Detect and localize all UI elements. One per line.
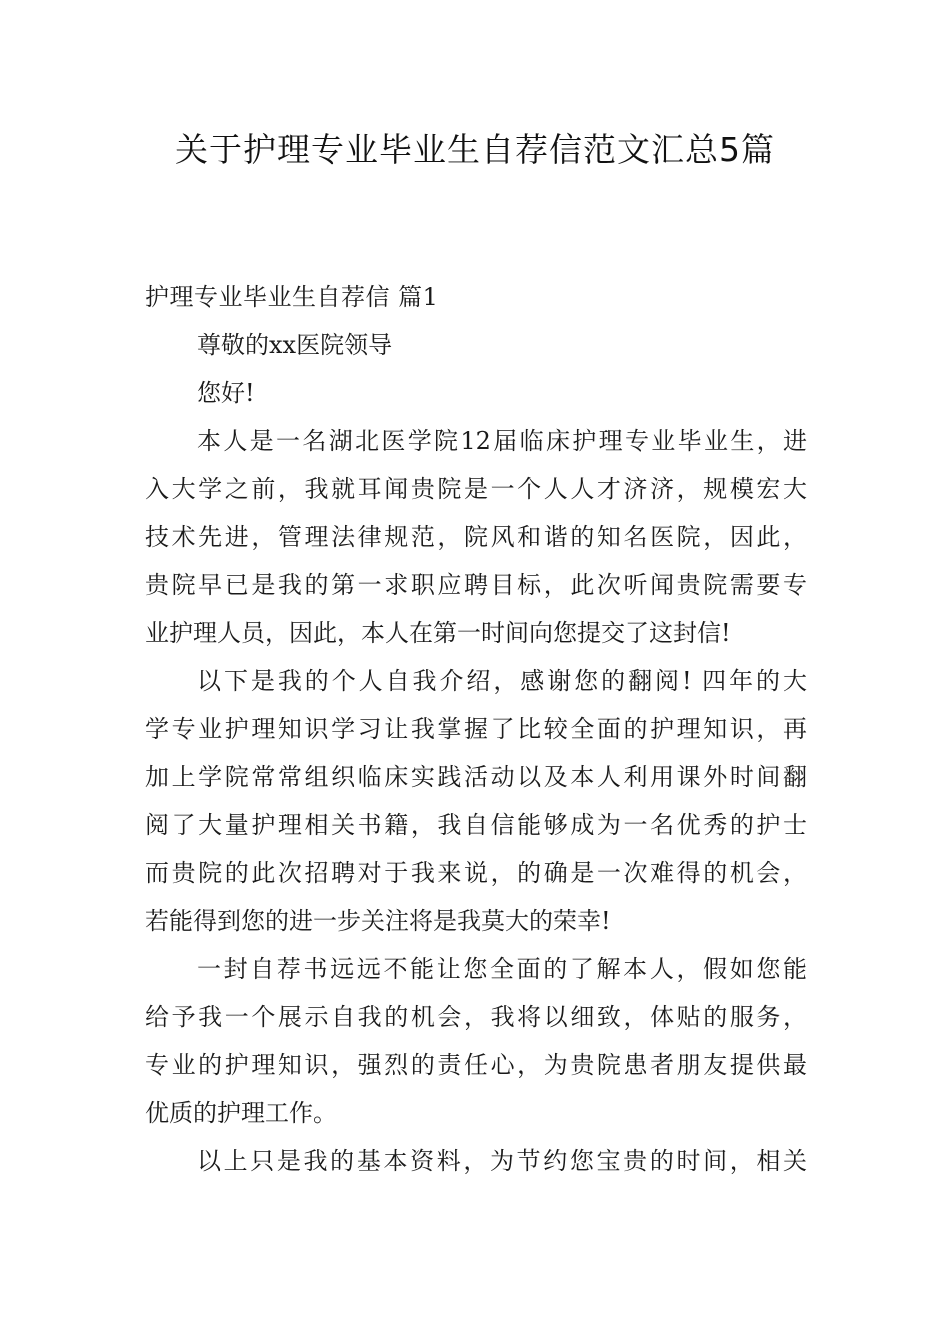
paragraph-line: 专业的护理知识，强烈的责任心，为贵院患者朋友提供最 <box>145 1051 807 1079</box>
paragraph-line: 技术先进，管理法律规范，院风和谐的知名医院，因此， <box>145 523 807 551</box>
paragraph-line: 而贵院的此次招聘对于我来说，的确是一次难得的机会， <box>145 859 807 887</box>
paragraph-line: 贵院早已是我的第一求职应聘目标，此次听闻贵院需要专 <box>145 571 807 599</box>
paragraph-line: 本人是一名湖北医学院12届临床护理专业毕业生，进 <box>197 427 807 455</box>
paragraph-4 <box>145 1146 807 1176</box>
paragraph-line: 若能得到您的进一步关注将是我莫大的荣幸! <box>145 907 611 935</box>
paragraph-2 <box>145 666 807 936</box>
paragraph-line: 加上学院常常组织临床实践活动以及本人利用课外时间翻 <box>145 763 807 791</box>
paragraph-line: 阅了大量护理相关书籍，我自信能够成为一名优秀的护士 <box>145 811 807 839</box>
document-body <box>145 282 807 1176</box>
paragraph-line: 学专业护理知识学习让我掌握了比较全面的护理知识，再 <box>145 715 807 743</box>
section-heading: 护理专业毕业生自荐信 篇1 <box>145 283 439 311</box>
paragraph-line: 以下是我的个人自我介绍，感谢您的翻阅! 四年的大 <box>197 667 807 695</box>
paragraph-1 <box>145 426 807 648</box>
paragraph-line: 以上只是我的基本资料，为节约您宝贵的时间，相关 <box>197 1147 807 1175</box>
greeting: 您好! <box>197 379 255 407</box>
paragraph-3 <box>145 954 807 1128</box>
document-title: 关于护理专业毕业生自荐信范文汇总5篇 <box>175 130 775 169</box>
paragraph-line: 优质的护理工作。 <box>145 1099 337 1127</box>
paragraph-line: 入大学之前，我就耳闻贵院是一个人人才济济，规模宏大 <box>145 475 807 503</box>
paragraph-line: 业护理人员，因此，本人在第一时间向您提交了这封信! <box>145 619 731 647</box>
paragraph-line: 给予我一个展示自我的机会，我将以细致，体贴的服务， <box>145 1003 807 1031</box>
paragraph-line: 一封自荐书远远不能让您全面的了解本人，假如您能 <box>197 955 807 983</box>
salutation: 尊敬的xx医院领导 <box>197 331 393 359</box>
